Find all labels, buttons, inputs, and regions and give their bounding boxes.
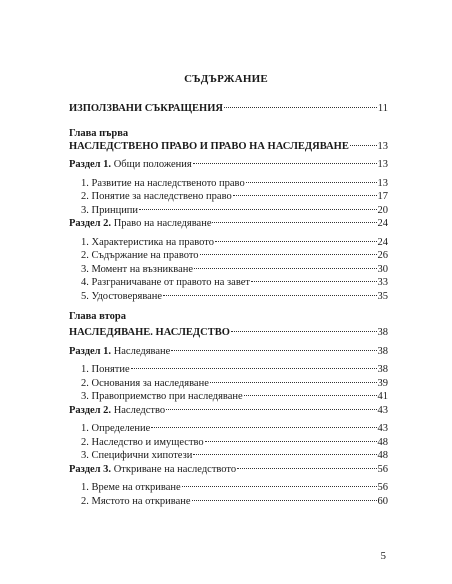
toc-entry-label: 3. Правоприемство при наследяване (81, 391, 243, 402)
toc-entry-page: 17 (377, 191, 388, 202)
chapter-heading: Глава първа (69, 127, 129, 139)
toc-entry-label: 1. Развитие на наследственото право (81, 177, 245, 189)
toc-entry-label: 3. Момент на възникване (81, 263, 194, 275)
toc-entry-label: 1. Понятие (81, 364, 130, 375)
dot-leader (231, 330, 377, 332)
toc-entry-label: 1. Определение (81, 423, 151, 434)
dot-leader (166, 408, 376, 410)
toc-entry-label: 1. Характеристика на правото (81, 236, 214, 248)
toc-entry-item (69, 249, 388, 263)
toc-entry-chapter-title (69, 326, 388, 340)
dot-leader (350, 144, 377, 146)
toc-entry-label: 2. Основания за наследяване (81, 377, 209, 389)
toc-entry-item (69, 436, 388, 450)
toc-entry-label: Наследство (113, 404, 166, 416)
toc-entry-item (69, 204, 388, 218)
toc-entry-item (69, 390, 388, 404)
section-prefix: Раздел 3. (69, 463, 112, 475)
page-title: СЪДЪРЖАНИЕ (184, 73, 268, 85)
dot-leader (139, 208, 376, 210)
toc-entry-page: 26 (377, 250, 388, 261)
section-prefix: Раздел 2. (69, 218, 112, 229)
toc-entry-page: 13 (377, 177, 388, 189)
toc-entry-item (69, 263, 388, 277)
toc-entry-item (69, 190, 388, 204)
page-number: 5 (380, 550, 386, 562)
toc-entry-page: 48 (377, 436, 388, 448)
toc-entry-section (69, 463, 388, 477)
toc-entry-page: 20 (377, 204, 388, 216)
dot-leader (215, 240, 377, 242)
dot-leader (244, 394, 377, 396)
toc-entry-item (69, 276, 388, 290)
toc-entry-page: 38 (377, 327, 388, 338)
toc-entry-label: НАСЛЕДЯВАНЕ. НАСЛЕДСТВО (69, 327, 230, 338)
toc-entry-page: 43 (377, 423, 388, 434)
toc-entry-page: 56 (377, 463, 388, 475)
toc-entry-page: 38 (377, 364, 388, 375)
dot-leader (224, 106, 377, 108)
toc-entry-chapter-title (69, 140, 388, 154)
table-of-contents (69, 102, 388, 508)
toc-entry-label: Право на наследяване (113, 218, 212, 229)
toc-entry-page: 24 (377, 236, 388, 248)
toc-entry-page: 24 (377, 218, 388, 229)
toc-entry-label: 1. Време на откриване (81, 482, 181, 493)
toc-entry-page: 11 (377, 103, 388, 114)
dot-leader (246, 181, 377, 183)
dot-leader (171, 349, 376, 351)
toc-entry-label: Откриване на наследството (113, 463, 237, 475)
toc-entry-abbreviations (69, 102, 388, 116)
toc-entry-section (69, 345, 388, 359)
dot-leader (251, 280, 377, 282)
toc-entry-section (69, 217, 388, 231)
dot-leader (131, 367, 377, 369)
section-prefix: Раздел 1. (69, 159, 112, 170)
dot-leader (194, 267, 376, 269)
toc-entry-page: 56 (377, 482, 388, 493)
dot-leader (193, 162, 377, 164)
toc-entry-page: 35 (377, 290, 388, 302)
toc-entry-item (69, 422, 388, 436)
toc-entry-page: 13 (377, 140, 388, 152)
toc-entry-page: 48 (377, 450, 388, 461)
toc-entry-label: Наследяване (113, 345, 171, 357)
toc-entry-label: 2. Мястото на откриване (81, 495, 191, 507)
dot-leader (192, 499, 377, 501)
toc-entry-item (69, 449, 388, 463)
toc-entry-page: 41 (377, 391, 388, 402)
dot-leader (237, 467, 376, 469)
toc-entry-item (69, 495, 388, 509)
toc-entry-page: 33 (377, 277, 388, 288)
toc-entry-label: ИЗПОЛЗВАНИ СЪКРАЩЕНИЯ (69, 103, 223, 114)
toc-entry-label: 2. Понятие за наследствено право (81, 191, 232, 202)
toc-entry-item (69, 290, 388, 304)
section-prefix: Раздел 1. (69, 345, 112, 357)
toc-entry-label: 2. Наследство и имущество (81, 436, 204, 448)
toc-entry-section (69, 404, 388, 418)
toc-entry-page: 43 (377, 404, 388, 416)
dot-leader (151, 426, 376, 428)
toc-entry-label: 3. Принципи (81, 204, 139, 216)
dot-leader (163, 294, 376, 296)
toc-entry-label: 2. Съдържание на правото (81, 250, 199, 261)
dot-leader (182, 485, 377, 487)
toc-entry-label: 3. Специфични хипотези (81, 450, 193, 461)
toc-entry-item (69, 481, 388, 495)
toc-entry-page: 60 (377, 495, 388, 507)
toc-entry-page: 38 (377, 345, 388, 357)
toc-entry-page: 13 (377, 159, 388, 170)
toc-entry-page: 30 (377, 263, 388, 275)
dot-leader (193, 453, 376, 455)
dot-leader (212, 221, 376, 223)
toc-entry-item (69, 377, 388, 391)
toc-entry-label: 4. Разграничаване от правото на завет (81, 277, 250, 288)
dot-leader (200, 253, 377, 255)
toc-entry-label: НАСЛЕДСТВЕНО ПРАВО И ПРАВО НА НАСЛЕДЯВАНЕ (69, 140, 349, 152)
toc-entry-section (69, 158, 388, 172)
chapter-heading: Глава втора (69, 311, 126, 322)
toc-entry-label: Общи положения (113, 159, 192, 170)
toc-entry-item (69, 236, 388, 250)
toc-entry-page: 39 (377, 377, 388, 389)
dot-leader (233, 194, 377, 196)
dot-leader (210, 381, 377, 383)
section-prefix: Раздел 2. (69, 404, 112, 416)
toc-entry-item (69, 363, 388, 377)
dot-leader (205, 440, 377, 442)
toc-entry-label: 5. Удостоверяване (81, 290, 163, 302)
toc-entry-item (69, 177, 388, 191)
